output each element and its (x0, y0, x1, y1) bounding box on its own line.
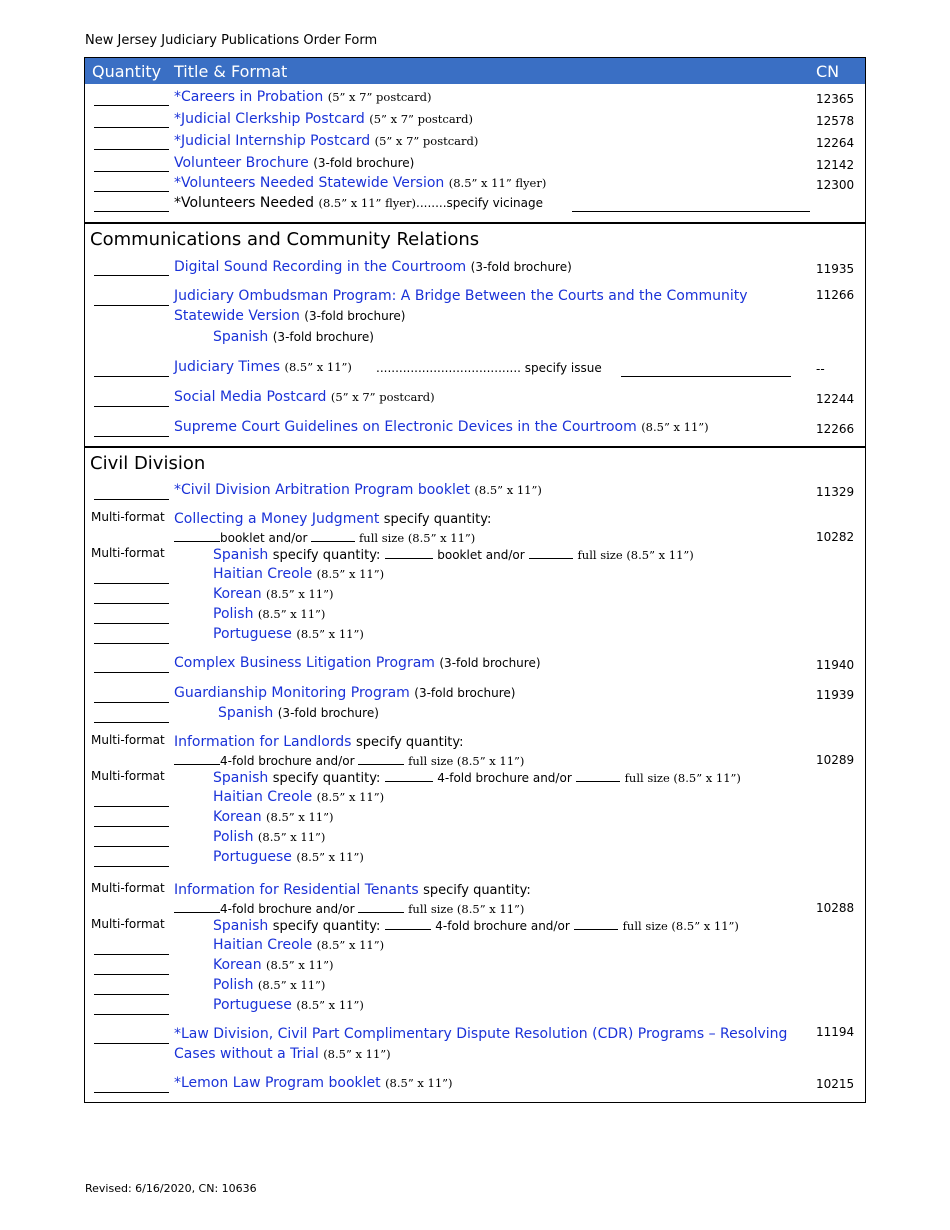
quantity-field[interactable] (358, 900, 404, 913)
format-note: (3-fold brochure) (439, 656, 541, 670)
publication-title[interactable]: *Volunteers Needed Statewide Version (174, 175, 445, 191)
quantity-field[interactable] (94, 826, 169, 827)
quantity-field[interactable] (94, 1014, 169, 1015)
format-note: (8.5” x 11”) (641, 420, 709, 434)
quantity-field[interactable] (94, 376, 169, 377)
specify-note: specify quantity: (272, 548, 381, 563)
quantity-field[interactable] (94, 643, 169, 644)
quantity-field[interactable] (94, 275, 169, 276)
format-note: (8.5” x 11”) (316, 790, 385, 804)
cn-number: 11935 (816, 262, 855, 276)
quantity-field[interactable] (358, 752, 404, 765)
format-note: full size (8.5” x 11”) (408, 902, 525, 916)
quantity-field[interactable] (94, 171, 169, 172)
cn-number: 11940 (816, 658, 855, 672)
quantity-field[interactable] (94, 211, 169, 212)
language-korean[interactable]: Korean (213, 957, 262, 973)
format-note: (8.5” x 11”) (316, 938, 385, 952)
format-note: (3-fold brochure) (304, 309, 406, 323)
quantity-field[interactable] (94, 702, 169, 703)
publication-title[interactable]: Social Media Postcard (174, 389, 327, 405)
format-note: (3-fold brochure) (277, 706, 379, 720)
quantity-field[interactable] (94, 583, 169, 584)
language-polish[interactable]: Polish (213, 829, 254, 845)
multi-format-label: Multi-format (91, 917, 165, 931)
format-note: 4-fold brochure and/or (437, 771, 572, 785)
quantity-field[interactable] (94, 994, 169, 995)
quantity-field[interactable] (94, 623, 169, 624)
cn-number: 12264 (816, 136, 855, 150)
publication-title[interactable]: *Lemon Law Program booklet (174, 1075, 381, 1091)
format-note: (3-fold brochure) (414, 686, 516, 700)
format-note: (8.5” x 11”) (266, 958, 334, 972)
publication-title[interactable]: *Judicial Internship Postcard (174, 133, 371, 149)
multi-format-label: Multi-format (91, 881, 165, 895)
format-note: (5” x 7” postcard) (374, 134, 479, 148)
format-note: (8.5” x 11” flyer) (318, 196, 417, 210)
specify-note: ........specify vicinage (416, 196, 543, 210)
publication-title[interactable]: *Law Division, Civil Part Complimentary Dispute Resolution (CDR) Programs – Resolving (174, 1026, 788, 1042)
specify-note: specify quantity: (272, 771, 381, 786)
cn-number: 12266 (816, 422, 855, 436)
specify-note: specify quantity: (355, 735, 464, 750)
quantity-field[interactable] (311, 529, 355, 542)
quantity-field[interactable] (94, 406, 169, 407)
specify-note: specify quantity: (383, 512, 492, 527)
cn-number: 12244 (816, 392, 855, 406)
language-polish[interactable]: Polish (213, 977, 254, 993)
section-heading: Communications and Community Relations (90, 229, 480, 250)
revision-footer: Revised: 6/16/2020, CN: 10636 (85, 1182, 257, 1195)
specify-note: ...................................... specify issue (376, 361, 602, 375)
vicinage-field[interactable] (572, 211, 810, 212)
quantity-field[interactable] (94, 846, 169, 847)
language-spanish[interactable]: Spanish (213, 547, 269, 563)
quantity-field[interactable] (94, 722, 169, 723)
format-note: (8.5” x 11”) (323, 1047, 391, 1061)
publication-title-line2[interactable]: Statewide Version (174, 308, 300, 324)
quantity-field[interactable] (385, 917, 431, 930)
section-heading: Civil Division (90, 453, 206, 474)
quantity-field[interactable] (94, 191, 169, 192)
language-haitian-creole[interactable]: Haitian Creole (213, 937, 313, 953)
publication-title[interactable]: Volunteer Brochure (174, 155, 309, 171)
quantity-field[interactable] (94, 672, 169, 673)
quantity-field[interactable] (574, 917, 618, 930)
cn-number: 11329 (816, 485, 855, 499)
format-note: (5” x 7” postcard) (369, 112, 474, 126)
section-divider (85, 446, 865, 448)
publication-title[interactable]: Collecting a Money Judgment (174, 511, 380, 527)
publication-title[interactable]: Supreme Court Guidelines on Electronic Devices in the Courtroom (174, 419, 637, 435)
language-spanish[interactable]: Spanish (218, 705, 274, 721)
format-note: (8.5” x 11”) (266, 587, 334, 601)
format-note: (8.5” x 11”) (257, 607, 326, 621)
format-note: (5” x 7” postcard) (327, 90, 432, 104)
order-table-frame (84, 57, 866, 1103)
format-note: full size (8.5” x 11”) (624, 771, 741, 785)
issue-field[interactable] (621, 376, 791, 377)
format-note: (8.5” x 11” flyer) (448, 176, 547, 190)
cn-number: 12300 (816, 178, 855, 192)
publication-title[interactable]: *Careers in Probation (174, 89, 324, 105)
format-note: 4-fold brochure and/or (220, 902, 355, 916)
format-note: full size (8.5” x 11”) (408, 754, 525, 768)
cn-number: 12365 (816, 92, 855, 106)
publication-title[interactable]: *Civil Division Arbitration Program booklet (174, 482, 470, 498)
language-polish[interactable]: Polish (213, 606, 254, 622)
format-note: 4-fold brochure and/or (435, 919, 570, 933)
publication-title[interactable]: Guardianship Monitoring Program (174, 685, 410, 701)
format-note: (5” x 7” postcard) (330, 390, 435, 404)
publication-title[interactable]: Information for Residential Tenants (174, 882, 419, 898)
quantity-field[interactable] (94, 954, 169, 955)
format-note: (8.5” x 11”) (284, 360, 352, 374)
document-title: New Jersey Judiciary Publications Order Form (85, 33, 378, 48)
format-note: 4-fold brochure and/or (220, 754, 355, 768)
language-haitian-creole[interactable]: Haitian Creole (213, 789, 313, 805)
quantity-field[interactable] (94, 603, 169, 604)
specify-note: specify quantity: (423, 883, 531, 898)
header-cn: CN (816, 62, 840, 81)
format-note: (8.5” x 11”) (474, 483, 542, 497)
publication-title[interactable]: *Judicial Clerkship Postcard (174, 111, 365, 127)
quantity-field[interactable] (94, 105, 169, 106)
publication-title[interactable]: Judiciary Ombudsman Program: A Bridge Between the Courts and the Community (174, 288, 748, 304)
cn-number: 11266 (816, 288, 855, 302)
quantity-field[interactable] (94, 974, 169, 975)
quantity-field[interactable] (94, 305, 169, 306)
format-note: (3-fold brochure) (470, 260, 572, 274)
format-note: full size (8.5” x 11”) (622, 919, 739, 933)
publication-title[interactable]: Judiciary Times (174, 359, 280, 375)
format-note: (8.5” x 11”) (257, 830, 326, 844)
quantity-field[interactable] (94, 1092, 169, 1093)
quantity-field[interactable] (385, 546, 433, 559)
multi-format-label: Multi-format (91, 769, 165, 783)
quantity-field[interactable] (94, 1043, 169, 1044)
specify-note: specify quantity: (272, 919, 381, 934)
format-note: full size (8.5” x 11”) (577, 548, 694, 562)
quantity-field[interactable] (94, 436, 169, 437)
cn-number: 12578 (816, 114, 855, 128)
publication-title-line2[interactable]: Cases without a Trial (174, 1046, 319, 1062)
format-note: (8.5” x 11”) (316, 567, 385, 581)
quantity-field[interactable] (94, 499, 169, 500)
quantity-field[interactable] (94, 806, 169, 807)
multi-format-label: Multi-format (91, 546, 165, 560)
quantity-field[interactable] (529, 546, 573, 559)
format-note: (3-fold brochure) (272, 330, 374, 344)
table-header (85, 58, 865, 84)
language-spanish[interactable]: Spanish (213, 770, 269, 786)
format-note: (8.5” x 11”) (257, 978, 326, 992)
cn-number: 10288 (816, 901, 855, 915)
language-spanish[interactable]: Spanish (213, 329, 269, 345)
multi-format-label: Multi-format (91, 733, 165, 747)
cn-number: 11194 (816, 1025, 855, 1039)
format-note: (8.5” x 11”) (296, 850, 364, 864)
format-note: full size (8.5” x 11”) (359, 531, 476, 545)
language-haitian-creole[interactable]: Haitian Creole (213, 566, 313, 582)
cn-number: 11939 (816, 688, 855, 702)
language-portuguese[interactable]: Portuguese (213, 997, 292, 1013)
quantity-field[interactable] (174, 752, 220, 765)
cn-number: 10282 (816, 530, 855, 544)
quantity-field[interactable] (385, 769, 433, 782)
format-note: (8.5” x 11”) (296, 998, 364, 1012)
quantity-field[interactable] (94, 127, 169, 128)
language-portuguese[interactable]: Portuguese (213, 626, 292, 642)
header-title-format: Title & Format (174, 62, 288, 81)
format-note: (8.5” x 11”) (296, 627, 364, 641)
cn-number: -- (816, 362, 825, 376)
format-note: (8.5” x 11”) (266, 810, 334, 824)
quantity-field[interactable] (576, 769, 620, 782)
quantity-field[interactable] (174, 529, 220, 542)
format-note: (8.5” x 11”) (385, 1076, 453, 1090)
format-note: booklet and/or (437, 548, 525, 562)
publication-title[interactable]: Information for Landlords (174, 734, 352, 750)
section-divider (85, 222, 865, 224)
quantity-field[interactable] (174, 900, 220, 913)
quantity-field[interactable] (94, 149, 169, 150)
publication-title: *Volunteers Needed (174, 195, 314, 211)
cn-number: 10215 (816, 1077, 855, 1091)
publication-title[interactable]: Complex Business Litigation Program (174, 655, 435, 671)
language-korean[interactable]: Korean (213, 586, 262, 602)
language-korean[interactable]: Korean (213, 809, 262, 825)
language-portuguese[interactable]: Portuguese (213, 849, 292, 865)
cn-number: 12142 (816, 158, 855, 172)
format-note: booklet and/or (220, 531, 308, 545)
publication-title[interactable]: Digital Sound Recording in the Courtroom (174, 259, 467, 275)
quantity-field[interactable] (94, 866, 169, 867)
format-note: (3-fold brochure) (313, 156, 415, 170)
cn-number: 10289 (816, 753, 855, 767)
multi-format-label: Multi-format (91, 510, 165, 524)
language-spanish[interactable]: Spanish (213, 918, 269, 934)
header-quantity: Quantity (92, 62, 162, 81)
